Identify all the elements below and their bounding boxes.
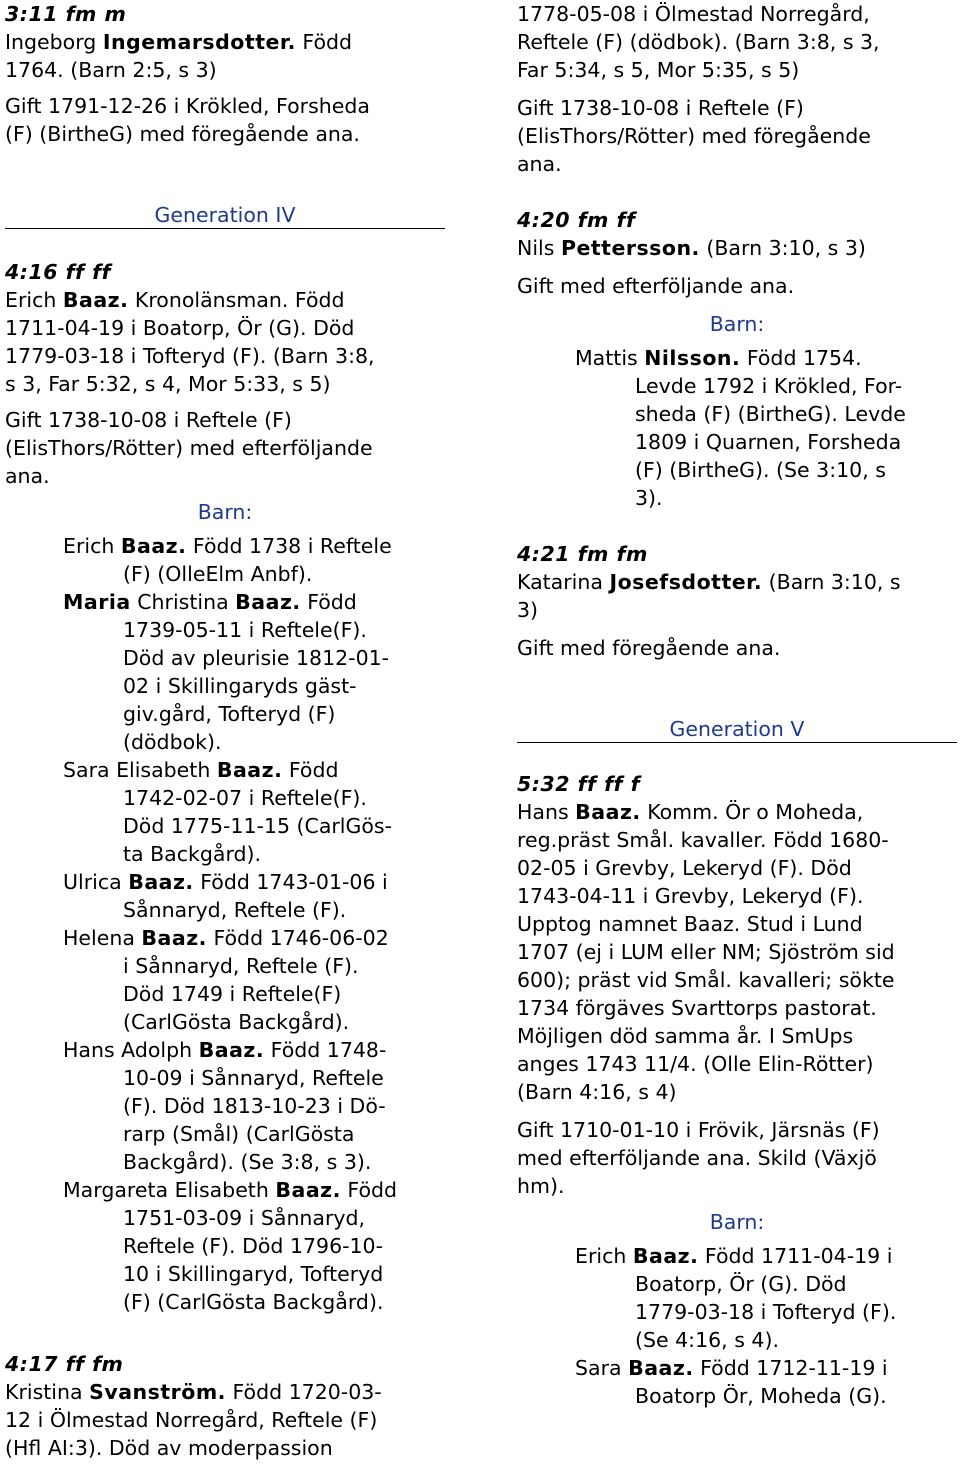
entry-line: Kristina Svanström. Född 1720-03- [5,1380,382,1404]
entry-line: 12 i Ölmestad Norregård, Reftele (F) [5,1408,378,1432]
entry-line: Nils Pettersson. (Barn 3:10, s 3) [517,236,866,260]
entry-4-21 [517,540,957,662]
entry-line: (Hfl AI:3). Död av moderpassion [5,1436,333,1460]
entry-line: 600); präst vid Smål. kavalleri; sökte [517,968,895,992]
entry-ref: 4:16 ff ff [5,260,111,284]
marriage-note [5,92,445,148]
marriage-line: Gift med efterföljande ana. [517,274,795,298]
marriage-line: ana. [5,464,50,488]
entry-line: 1711-04-19 i Boatorp, Ör (G). Död [5,316,355,340]
child-entry: Sara Baaz. Född 1712-11-19 i Boatorp Ör, Moheda (G). [575,1356,888,1408]
children-heading: Barn: [709,1210,765,1234]
surname: Svanström. [89,1380,226,1404]
child-entry: Ulrica Baaz. Född 1743-01-06 i Sånnaryd, Reftele (F). [63,870,388,922]
entry-line: 1734 förgäves Svarttorps pastorat. [517,996,877,1020]
child-entry: Maria Christina Baaz. Född 1739-05-11 i Reftele(F). Död av pleurisie 1812-01- 02 i Skillingaryds gäst- giv.gård, Tofteryd (F) (dödbok). [63,590,390,754]
surname: Baaz. [120,534,187,558]
entry-line: anges 1743 11/4. (Olle Elin-Rötter) [517,1052,874,1076]
marriage-line: (F) (BirtheG) med föregående ana. [5,122,360,146]
surname: Pettersson. [560,236,700,260]
entry-line: 3) [517,598,539,622]
marriage-line: Gift 1710-01-10 i Frövik, Järsnäs (F) [517,1118,880,1142]
entry-line: reg.präst Smål. kavaller. Född 1680- [517,828,889,852]
surname: Baaz. [628,1356,694,1380]
marriage-line: (ElisThors/Rötter) med föregående [517,124,871,148]
surname: Baaz. [198,1038,265,1062]
entry-4-20 [517,206,957,512]
children-heading: Barn: [709,312,765,336]
children-heading: Barn: [197,500,253,524]
marriage-line: (ElisThors/Rötter) med efterföljande [5,436,373,460]
entry-ref: 3:11 fm m [5,2,127,26]
surname: Baaz. [141,926,207,950]
entry-4-17 [5,1350,445,1462]
entry-line: Hans Baaz. Komm. Ör o Moheda, [517,800,864,824]
surname: Baaz. [216,758,283,782]
entry-line: Reftele (F) (dödbok). (Barn 3:8, s 3, [517,30,880,54]
surname: Nilsson. [644,346,741,370]
marriage-line: Gift 1738-10-08 i Reftele (F) [517,96,804,120]
surname: Baaz. [632,1244,699,1268]
children-list [5,532,445,1316]
children-list [517,1242,957,1410]
entry-line: 1779-03-18 i Tofteryd (F). (Barn 3:8, [5,344,375,368]
entry-line: Far 5:34, s 5, Mor 5:35, s 5) [517,58,800,82]
marriage-note [5,406,445,490]
entry-line: Upptog namnet Baaz. Stud i Lund [517,912,863,936]
entry-5-32 [517,770,957,1410]
generation-heading: Generation IV [5,202,445,229]
child-entry: Erich Baaz. Född 1711-04-19 i Boatorp, Ör (G). Död 1779-03-18 i Tofteryd (F). (Se 4:16, s 4). [575,1244,897,1352]
marriage-line: Gift 1791-12-26 i Krökled, Forsheda [5,94,370,118]
marriage-note [517,1116,957,1200]
entry-3-11 [5,0,445,148]
marriage-note [517,94,957,178]
entry-line: Katarina Josefsdotter. (Barn 3:10, s [517,570,901,594]
entry-continuation [517,0,957,178]
child-entry: Helena Baaz. Född 1746-06-02 i Sånnaryd, Reftele (F). Död 1749 i Reftele(F) (CarlGösta Backgård). [63,926,389,1034]
child-entry: Hans Adolph Baaz. Född 1748- 10-09 i Sånnaryd, Reftele (F). Död 1813-10-23 i Dö- rarp (Smål) (CarlGösta Backgård). (Se 3:8, s 3). [63,1038,387,1174]
entry-line: 1778-05-08 i Ölmestad Norregård, [517,2,870,26]
entry-line: 1743-04-11 i Grevby, Lekeryd (F). [517,884,864,908]
entry-line: 1764. (Barn 2:5, s 3) [5,58,217,82]
entry-line: Ingeborg Ingemarsdotter. Född [5,30,353,54]
child-entry: Mattis Nilsson. Född 1754. Levde 1792 i Krökled, For- sheda (F) (BirtheG). Levde 1809 i Quarnen, Forsheda (F) (BirtheG). (Se 3:10, s 3). [575,346,906,510]
marriage-line: hm). [517,1174,565,1198]
surname: Baaz. [575,800,641,824]
entry-line: 02-05 i Grevby, Lekeryd (F). Död [517,856,852,880]
entry-ref: 4:20 fm ff [517,208,636,232]
marriage-line: Gift 1738-10-08 i Reftele (F) [5,408,292,432]
entry-line: Möjligen död samma år. I SmUps [517,1024,854,1048]
entry-4-16 [5,258,445,1316]
child-entry: Erich Baaz. Född 1738 i Reftele (F) (OlleElm Anbf). [63,534,392,586]
marriage-line: ana. [517,152,562,176]
entry-line: s 3, Far 5:32, s 4, Mor 5:33, s 5) [5,372,331,396]
surname: Ingemarsdotter. [102,30,296,54]
entry-line: 1707 (ej i LUM eller NM; Sjöström sid [517,940,895,964]
entry-ref: 5:32 ff ff f [517,772,640,796]
entry-line: (Barn 4:16, s 4) [517,1080,677,1104]
entry-ref: 4:21 fm fm [517,542,648,566]
generation-heading: Generation V [517,716,957,743]
surname: Baaz. [128,870,194,894]
surname: Josefsdotter. [609,570,763,594]
child-entry: Margareta Elisabeth Baaz. Född 1751-03-09 i Sånnaryd, Reftele (F). Död 1796-10- 10 i Skillingaryd, Tofteryd (F) (CarlGösta Backgård). [63,1178,398,1314]
surname: Baaz. [235,590,301,614]
surname: Baaz. [62,288,129,312]
entry-line: Erich Baaz. Kronolänsman. Född [5,288,345,312]
child-entry: Sara Elisabeth Baaz. Född 1742-02-07 i Reftele(F). Död 1775-11-15 (CarlGös- ta Backgård). [63,758,393,866]
surname: Baaz. [275,1178,341,1202]
entry-ref: 4:17 ff fm [5,1352,124,1376]
marriage-line: med efterföljande ana. Skild (Växjö [517,1146,877,1170]
marriage-line: Gift med föregående ana. [517,636,781,660]
